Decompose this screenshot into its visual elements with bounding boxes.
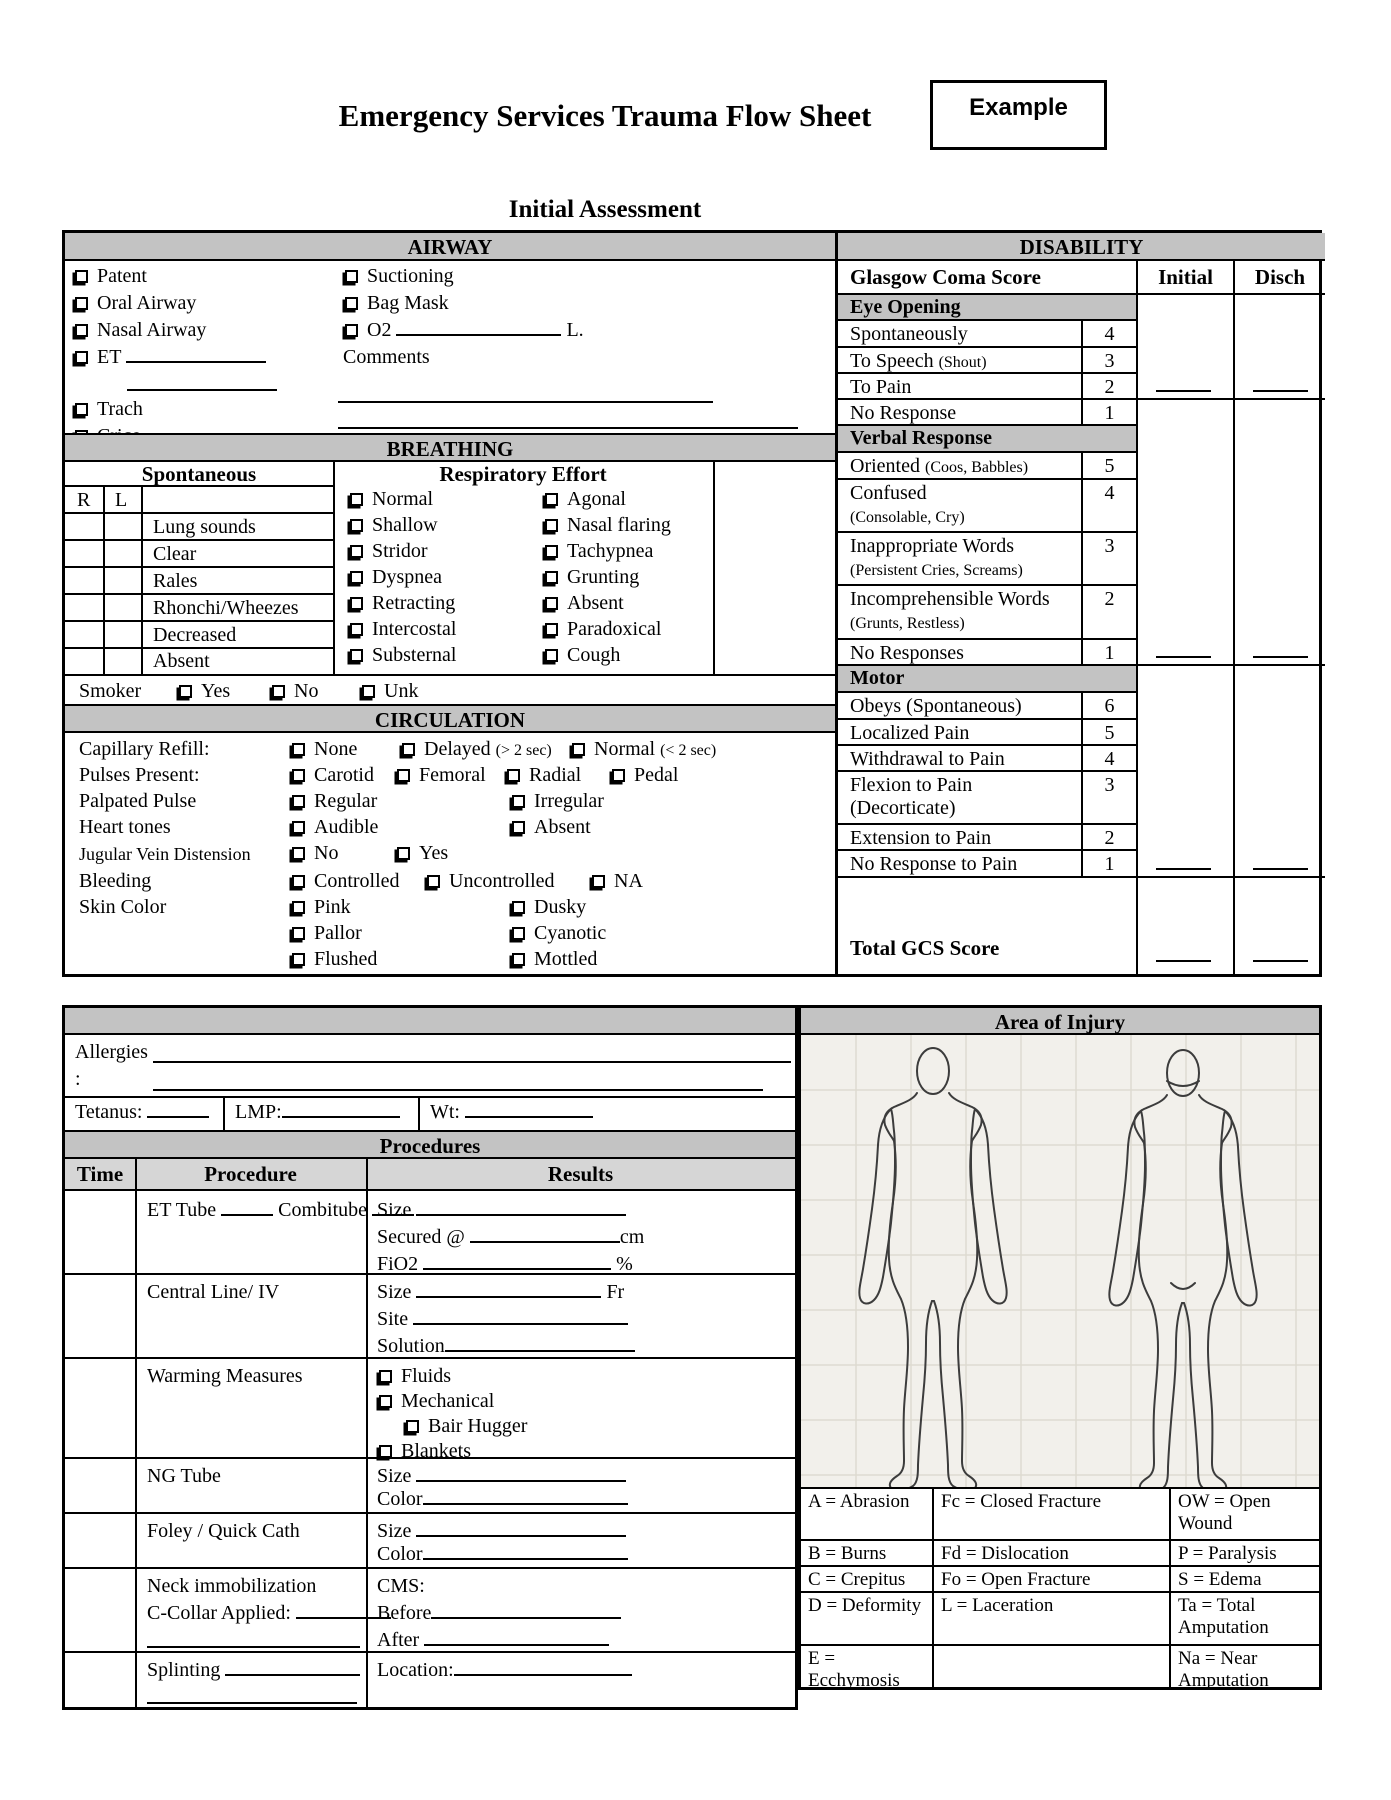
procedure-foley: Foley / Quick Cath	[147, 1520, 300, 1542]
lung-row-label: Decreased	[153, 624, 237, 646]
gcs-initial-verbal-cell	[1138, 400, 1233, 666]
disability-section	[835, 233, 1325, 974]
checkbox-icon	[350, 623, 363, 636]
circ-label: Capillary Refill:	[79, 738, 210, 760]
circ-label: Bleeding	[79, 870, 152, 892]
checkbox-icon	[545, 493, 558, 506]
checkbox-icon	[512, 821, 525, 834]
score-blank-line	[1253, 656, 1308, 658]
checkbox-icon	[572, 743, 585, 756]
legend-cell: Fo = Open Fracture	[934, 1567, 1171, 1591]
effort-option: Cough	[543, 644, 620, 667]
effort-option: Substernal	[348, 644, 456, 667]
legend-cell	[934, 1646, 1171, 1689]
lung-col-left: L	[115, 489, 128, 511]
result-line: Site	[377, 1308, 628, 1331]
legend-cell: P = Paralysis	[1178, 1543, 1277, 1564]
circ-option: Delayed (> 2 sec)	[400, 738, 552, 761]
circ-option: Pedal	[610, 764, 678, 787]
allergies-line-1	[153, 1061, 791, 1063]
effort-option: Agonal	[543, 488, 626, 511]
gcs-total-label: Total GCS Score	[850, 936, 1000, 960]
circ-option: Pallor	[290, 922, 362, 945]
checkbox-icon	[427, 875, 440, 888]
checkbox-icon	[292, 927, 305, 940]
airway-option-patent: Patent	[73, 265, 147, 288]
legend-row	[801, 1565, 1319, 1591]
checkbox-icon	[350, 519, 363, 532]
checkbox-icon	[545, 623, 558, 636]
circ-option: Audible	[290, 816, 378, 839]
lung-row-label: Lung sounds	[153, 516, 256, 538]
gcs-initial-motor-cell	[1138, 666, 1233, 878]
circ-label: Skin Color	[79, 896, 167, 918]
gcs-row: Withdrawal to Pain 4	[838, 746, 1136, 772]
checkbox-icon	[592, 875, 605, 888]
col-header-time: Time	[65, 1159, 135, 1191]
result-location: Location:	[377, 1659, 632, 1682]
lung-col-right: R	[77, 489, 91, 511]
gcs-row: Incomprehensible Words (Grunts, Restless) 2	[838, 586, 1136, 640]
blank-line	[147, 1702, 357, 1704]
procedure-ng-tube: NG Tube	[147, 1465, 221, 1487]
checkbox-icon	[292, 769, 305, 782]
legend-cell: C = Crepitus	[801, 1567, 934, 1591]
effort-option: Tachypnea	[543, 540, 653, 563]
result-line: Before	[377, 1602, 621, 1625]
blank-line	[423, 1544, 628, 1560]
result-line: Secured @ cm	[377, 1226, 645, 1248]
blank-line	[416, 1521, 626, 1537]
procedures-panel	[62, 1005, 798, 1710]
wt-field: Wt:	[430, 1101, 593, 1124]
lung-row-label: Rales	[153, 570, 198, 592]
legend-cell: D = Deformity	[801, 1593, 934, 1644]
legend-cell: E = Ecchymosis	[801, 1646, 934, 1689]
gcs-eye-header: Eye Opening	[838, 295, 1136, 321]
procedure-c-collar: C-Collar Applied:	[147, 1602, 391, 1625]
score-blank-line	[1253, 868, 1308, 870]
body-diagram	[801, 1035, 1319, 1487]
gcs-motor-header: Motor	[838, 666, 1136, 693]
procedure-et-tube: ET Tube Combitube	[147, 1199, 414, 1222]
legend-row	[801, 1644, 1319, 1689]
procedures-header: Procedures	[65, 1130, 795, 1159]
checkbox-icon	[379, 1370, 392, 1383]
gcs-row: To Speech (Shout) 3	[838, 348, 1136, 374]
result-line: Size	[377, 1465, 626, 1488]
score-blank-line	[1253, 960, 1308, 962]
circ-option: Cyanotic	[510, 922, 606, 945]
gcs-row: To Pain 2	[838, 374, 1136, 400]
lmp-blank-line	[282, 1102, 400, 1118]
gcs-row: Oriented (Coos, Babbles) 5	[838, 453, 1136, 480]
score-blank-line	[1156, 868, 1211, 870]
score-blank-line	[1156, 960, 1211, 962]
col-header-results: Results	[366, 1159, 795, 1191]
checkbox-icon	[272, 685, 285, 698]
effort-option: Shallow	[348, 514, 438, 537]
area-of-injury-header: Area of Injury	[801, 1008, 1319, 1035]
blank-line	[424, 1630, 609, 1646]
gcs-disch-motor-cell	[1235, 666, 1325, 878]
circ-option: NA	[590, 870, 643, 893]
checkbox-icon	[345, 297, 358, 310]
result-option: Fluids	[377, 1365, 451, 1388]
blank-line	[416, 1282, 601, 1298]
gcs-disch-verbal-cell	[1235, 400, 1325, 666]
checkbox-icon	[179, 685, 192, 698]
checkbox-icon	[292, 821, 305, 834]
checkbox-icon	[75, 324, 88, 337]
circ-option: Mottled	[510, 948, 597, 971]
effort-option: Intercostal	[348, 618, 456, 641]
legend-row	[801, 1591, 1319, 1644]
col-header-procedure: Procedure	[135, 1159, 366, 1191]
result-option: Mechanical	[377, 1390, 494, 1413]
effort-option: Stridor	[348, 540, 428, 563]
disability-section-header: DISABILITY	[838, 233, 1325, 261]
wt-blank-line	[465, 1102, 593, 1118]
result-line: Size	[377, 1199, 626, 1222]
blank-line	[445, 1336, 635, 1352]
gcs-initial-eye-cell	[1138, 295, 1233, 400]
gcs-initial-total-cell	[1138, 878, 1233, 974]
checkbox-icon	[75, 270, 88, 283]
blank-line	[423, 1254, 611, 1270]
smoker-label: Smoker	[79, 680, 142, 702]
procedure-central-line: Central Line/ IV	[147, 1281, 280, 1303]
score-blank-line	[1156, 390, 1211, 392]
gcs-col-disch: Disch	[1235, 261, 1325, 295]
result-line: Size Fr	[377, 1281, 625, 1303]
circ-option: Flushed	[290, 948, 377, 971]
airway-section-header: AIRWAY	[65, 233, 835, 261]
page-title: Emergency Services Trauma Flow Sheet	[338, 98, 872, 133]
gcs-row: Extension to Pain 2	[838, 825, 1136, 851]
gcs-row: Inappropriate Words (Persistent Cries, Screams) 3	[838, 533, 1136, 586]
checkbox-icon	[292, 875, 305, 888]
checkbox-icon	[292, 847, 305, 860]
lung-row-label: Clear	[153, 543, 197, 565]
lung-row-label: Absent	[153, 650, 210, 672]
circ-option: Radial	[505, 764, 581, 787]
airway-option-nasal-airway: Nasal Airway	[73, 319, 206, 342]
gcs-row: Flexion to Pain (Decorticate) 3	[838, 772, 1136, 825]
checkbox-icon	[512, 795, 525, 808]
circ-option: Uncontrolled	[425, 870, 555, 893]
legend-cell: Fc = Closed Fracture	[934, 1489, 1171, 1539]
legend-cell: A = Abrasion	[801, 1489, 934, 1539]
legend-cell: S = Edema	[1178, 1569, 1262, 1590]
circ-option: Dusky	[510, 896, 586, 919]
smoker-option-no: No	[270, 680, 318, 703]
circ-option: Controlled	[290, 870, 400, 893]
allergies-colon: :	[75, 1068, 81, 1090]
circ-option: No	[290, 842, 338, 865]
checkbox-icon	[545, 649, 558, 662]
blank-line	[416, 1466, 626, 1482]
gcs-disch-eye-cell	[1235, 295, 1325, 400]
result-line: Color	[377, 1488, 628, 1511]
example-stamp: Example	[930, 80, 1107, 150]
circ-label: Pulses Present:	[79, 764, 200, 786]
checkbox-icon	[612, 769, 625, 782]
comments-line-1	[338, 401, 713, 403]
result-line: Color	[377, 1543, 628, 1566]
result-line: After	[377, 1629, 609, 1652]
gcs-rows	[838, 295, 1136, 977]
breathing-section-header: BREATHING	[65, 433, 835, 462]
circ-option: None	[290, 738, 357, 761]
gcs-row: Spontaneously 4	[838, 321, 1136, 348]
effort-option: Nasal flaring	[543, 514, 671, 537]
airway-option-et: ET	[73, 346, 266, 369]
checkbox-icon	[512, 953, 525, 966]
gcs-row: No Responses 1	[838, 640, 1136, 666]
comments-label: Comments	[343, 346, 430, 368]
circ-option: Yes	[395, 842, 448, 865]
area-of-injury-panel	[798, 1005, 1322, 1690]
result-option: Bair Hugger	[404, 1415, 527, 1438]
blank-line	[225, 1660, 360, 1676]
score-blank-line	[1156, 656, 1211, 658]
procedure-warming: Warming Measures	[147, 1365, 303, 1387]
lung-row-label: Rhonchi/Wheezes	[153, 597, 299, 619]
blank-gray-bar	[65, 1008, 795, 1035]
legend-cell: OW = Open Wound	[1178, 1491, 1271, 1534]
o2-blank-line	[396, 320, 561, 336]
legend-cell: L = Laceration	[934, 1593, 1171, 1644]
checkbox-icon	[292, 743, 305, 756]
comments-line-2	[338, 427, 798, 429]
score-blank-line	[1253, 390, 1308, 392]
circ-option: Pink	[290, 896, 351, 919]
checkbox-icon	[545, 571, 558, 584]
gcs-col-initial: Initial	[1138, 261, 1233, 295]
effort-option: Paradoxical	[543, 618, 661, 641]
gcs-row: Confused (Consolable, Cry) 4	[838, 480, 1136, 533]
checkbox-icon	[345, 270, 358, 283]
legend-row	[801, 1539, 1319, 1565]
checkbox-icon	[406, 1420, 419, 1433]
et-blank-line-2	[127, 389, 277, 391]
checkbox-icon	[350, 597, 363, 610]
airway-option-trach: Trach	[73, 398, 143, 421]
tetanus-field: Tetanus:	[75, 1101, 209, 1124]
checkbox-icon	[75, 297, 88, 310]
checkbox-icon	[292, 901, 305, 914]
tetanus-blank-line	[147, 1102, 209, 1118]
smoker-option-yes: Yes	[177, 680, 230, 703]
checkbox-icon	[545, 519, 558, 532]
effort-option: Dyspnea	[348, 566, 442, 589]
lmp-field: LMP:	[235, 1101, 400, 1124]
checkbox-icon	[545, 545, 558, 558]
gcs-title: Glasgow Coma Score	[838, 261, 1136, 295]
result-line: Size	[377, 1520, 626, 1543]
checkbox-icon	[75, 403, 88, 416]
blank-line	[221, 1200, 273, 1216]
checkbox-icon	[350, 649, 363, 662]
injury-legend-table	[801, 1487, 1319, 1689]
checkbox-icon	[362, 685, 375, 698]
blank-line	[413, 1309, 628, 1325]
blank-line	[147, 1646, 360, 1648]
gcs-disch-column	[1233, 261, 1325, 974]
circ-option: Carotid	[290, 764, 374, 787]
effort-option: Grunting	[543, 566, 639, 589]
checkbox-icon	[379, 1395, 392, 1408]
procedure-splinting: Splinting	[147, 1659, 360, 1682]
checkbox-icon	[402, 743, 415, 756]
checkbox-icon	[397, 847, 410, 860]
checkbox-icon	[350, 571, 363, 584]
airway-option-bag-mask: Bag Mask	[343, 292, 449, 315]
circ-label: Jugular Vein Distension	[79, 844, 251, 864]
blank-line	[416, 1200, 626, 1216]
circ-label: Palpated Pulse	[79, 790, 197, 812]
gcs-row: Localized Pain 5	[838, 720, 1136, 746]
airway-option-suctioning: Suctioning	[343, 265, 454, 288]
gcs-verbal-header: Verbal Response	[838, 426, 1136, 453]
legend-cell: Fd = Dislocation	[934, 1541, 1171, 1565]
checkbox-icon	[545, 597, 558, 610]
legend-cell: Na = Near Amputation	[1178, 1648, 1269, 1691]
circulation-section-header: CIRCULATION	[65, 704, 835, 733]
result-line: FiO2 %	[377, 1253, 633, 1275]
allergies-label: Allergies	[75, 1041, 148, 1063]
blank-line	[454, 1660, 632, 1676]
effort-option: Normal	[348, 488, 433, 511]
gcs-disch-total-cell	[1235, 878, 1325, 974]
circ-label: Heart tones	[79, 816, 171, 838]
legend-cell: Ta = Total Amputation	[1178, 1595, 1269, 1638]
gcs-row: No Response to Pain 1	[838, 851, 1136, 878]
circ-option: Femoral	[395, 764, 486, 787]
et-blank-line	[126, 347, 266, 363]
procedure-neck-immobilization: Neck immobilization	[147, 1575, 317, 1597]
checkbox-icon	[379, 1445, 392, 1458]
section-title-initial-assessment: Initial Assessment	[508, 196, 702, 223]
circ-option: Normal (< 2 sec)	[570, 738, 716, 761]
respiratory-effort-header: Respiratory Effort	[439, 462, 607, 486]
checkbox-icon	[512, 927, 525, 940]
gcs-row: No Response 1	[838, 400, 1136, 426]
checkbox-icon	[512, 901, 525, 914]
effort-option: Absent	[543, 592, 624, 615]
gcs-initial-column	[1136, 261, 1233, 974]
checkbox-icon	[507, 769, 520, 782]
spontaneous-header: Spontaneous	[141, 462, 257, 486]
circ-option: Regular	[290, 790, 377, 813]
airway-option-o2: O2 L.	[343, 319, 584, 342]
checkbox-icon	[292, 953, 305, 966]
gcs-row: Obeys (Spontaneous) 6	[838, 693, 1136, 720]
result-line: Solution	[377, 1335, 635, 1358]
checkbox-icon	[350, 493, 363, 506]
blank-line	[423, 1489, 628, 1505]
legend-cell: B = Burns	[801, 1541, 934, 1565]
circ-option: Irregular	[510, 790, 604, 813]
airway-option-oral-airway: Oral Airway	[73, 292, 196, 315]
circ-option: Absent	[510, 816, 591, 839]
initial-assessment-table	[62, 230, 1322, 977]
checkbox-icon	[350, 545, 363, 558]
result-option: Blankets	[377, 1440, 471, 1463]
checkbox-icon	[75, 351, 88, 364]
checkbox-icon	[292, 795, 305, 808]
effort-option: Retracting	[348, 592, 455, 615]
blank-line	[431, 1603, 621, 1619]
smoker-option-unk: Unk	[360, 680, 418, 703]
allergies-line-2	[153, 1089, 763, 1091]
checkbox-icon	[397, 769, 410, 782]
checkbox-icon	[345, 324, 358, 337]
legend-row	[801, 1487, 1319, 1539]
result-cms: CMS:	[377, 1575, 425, 1597]
blank-line	[470, 1227, 620, 1243]
